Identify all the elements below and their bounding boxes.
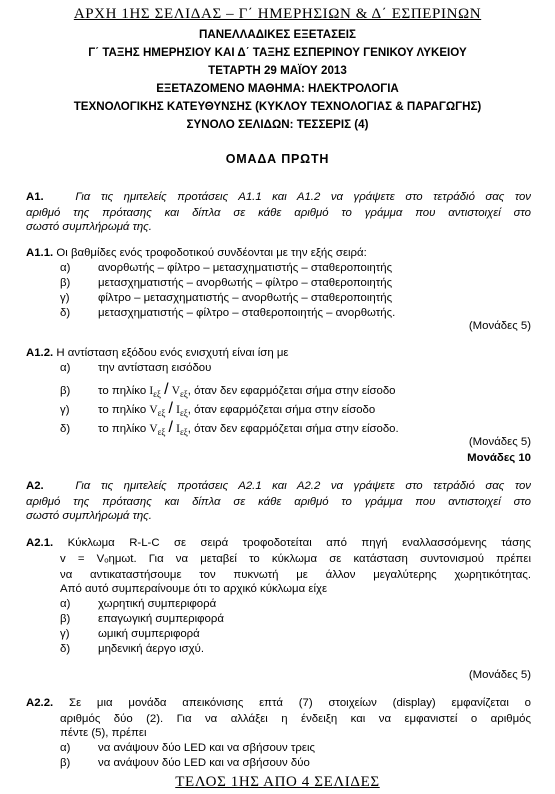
option-text: επαγωγική συμπεριφορά [98, 613, 224, 625]
a22-stem-text: Σε μια μονάδα απεικόνισης επτά (7) στοιχείων (display) εμφανίζεται ο [69, 697, 531, 709]
a12-option-a [60, 362, 211, 374]
a11-marks: (Μονάδες 5) [468, 320, 531, 332]
a12-stem [26, 347, 288, 359]
option-text: το πηλίκο [98, 404, 150, 416]
option-label: δ) [60, 423, 71, 435]
a1-instruction-line2: αριθμό της πρότασης και δίπλα σε κάθε αριθμό το γράμμα που αντιστοιχεί στο [26, 207, 531, 219]
a21-option-b [60, 613, 224, 625]
a22-stem-line1 [26, 695, 531, 711]
a21-stem-text: Κύκλωμα R-L-C σε σειρά τροφοδοτείται από πηγή εναλλασσόμενης τάσης [67, 537, 531, 549]
option-label: β) [60, 613, 71, 625]
a2-instruction-text: Για τις ημιτελείς προτάσεις Α2.1 και Α2.2 να γράψετε στο τετράδιό σας τον [75, 480, 531, 492]
option-text: χωρητική συμπεριφορά [98, 598, 217, 610]
option-text: το πηλίκο [98, 385, 150, 397]
a21-stem-line3: να αντικαταστήσουμε τον πυκνωτή με άλλον μεγαλύτερης χωρητικότητας. [60, 569, 531, 581]
a21-stem-line1 [26, 535, 531, 551]
option-text-tail: , όταν δεν εφαρμόζεται σήμα στην είσοδο [187, 385, 396, 397]
a1-number: Α1. [26, 191, 44, 203]
a2-instruction-line1 [26, 478, 531, 494]
option-text-tail: , όταν δεν εφαρμόζεται σήμα στην είσοδο. [187, 423, 399, 435]
a1-total-marks: Μονάδες 10 [467, 452, 531, 464]
ratio-denominator: $V_{\varepsilon\xi}$ [171, 385, 188, 399]
a12-number: Α1.2. [26, 347, 54, 359]
a11-option-c [60, 292, 392, 304]
option-label: δ) [60, 307, 71, 319]
page-count: ΣΥΝΟΛΟ ΣΕΛΙΔΩΝ: ΤΕΣΣΕΡΙΣ (4) [186, 118, 369, 131]
a11-option-d [60, 307, 395, 319]
a21-number: Α2.1. [26, 537, 54, 549]
ratio-denominator: $I_{\varepsilon\xi}$ [176, 404, 188, 418]
ratio-numerator: $V_{\varepsilon\xi}$ [149, 423, 166, 437]
option-text: μηδενική άεργο ισχύ. [98, 643, 205, 655]
a11-option-b [60, 277, 392, 289]
a1-instruction-line1 [26, 189, 531, 205]
a21-option-d [60, 643, 204, 655]
option-label: α) [60, 362, 71, 374]
page-footer: ΤΕΛΟΣ 1ΗΣ ΑΠΟ 4 ΣΕΛΙΔΕΣ [175, 774, 380, 790]
option-text: την αντίσταση εισόδου [98, 362, 212, 374]
a22-option-a [60, 742, 315, 754]
a2-instruction-line3: σωστό συμπλήρωμά της. [26, 510, 152, 522]
a21-option-c [60, 628, 200, 640]
option-label: α) [60, 262, 71, 274]
a21-stem-line2: v = Vₒημωt. Για να μεταβεί το κύκλωμα σε κατάσταση συντονισμού πρέπει [60, 553, 531, 565]
group-title: ΟΜΑΔΑ ΠΡΩΤΗ [225, 152, 330, 166]
exam-class: Γ΄ ΤΑΞΗΣ ΗΜΕΡΗΣΙΟΥ ΚΑΙ Δ΄ ΤΑΞΗΣ ΕΣΠΕΡΙΝΟΥ ΓΕΝΙΚΟΥ ΛΥΚΕΙΟΥ [88, 46, 467, 59]
ratio-numerator: $I_{\varepsilon\xi}$ [149, 385, 161, 399]
a1-instruction-line3: σωστό συμπλήρωμά της. [26, 221, 152, 233]
ratio-numerator: $V_{\varepsilon\xi}$ [149, 404, 166, 418]
a2-number: Α2. [26, 480, 44, 492]
option-label: γ) [60, 292, 70, 304]
a12-stem-text: Η αντίσταση εξόδου ενός ενισχυτή είναι ίση με [56, 347, 289, 359]
option-text: μετασχηματιστής – ανορθωτής – φίλτρο – σταθεροποιητής [98, 277, 393, 289]
a11-stem-text: Οι βαθμίδες ενός τροφοδοτικού συνδέονται με την εξής σειρά: [56, 247, 367, 259]
a12-option-c: γ) το πηλίκο $V_{\varepsilon\xi} / I_{\varepsilon\xi}$, όταν εφαρμόζεται σήμα στην είσοδο [60, 400, 376, 418]
a22-stem-line2: αριθμός δύο (2). Για να αλλάξει η ένδειξη και να εμφανιστεί ο αριθμός [60, 713, 531, 725]
a21-option-a [60, 598, 216, 610]
exam-title: ΠΑΝΕΛΛΑΔΙΚΕΣ ΕΞΕΤΑΣΕΙΣ [199, 28, 356, 41]
option-label: δ) [60, 643, 71, 655]
option-label: α) [60, 742, 71, 754]
a2-instruction-line2: αριθμό της πρότασης και δίπλα σε κάθε αριθμό το γράμμα που αντιστοιχεί στο [26, 496, 531, 508]
option-text: μετασχηματιστής – φίλτρο – σταθεροποιητής – ανορθωτής. [98, 307, 396, 319]
option-text: να ανάψουν δύο LED και να σβήσουν δύο [98, 757, 310, 769]
a21-stem-line4: Από αυτό συμπεραίνουμε ότι το αρχικό κύκλωμα είχε [60, 583, 328, 595]
option-label: β) [60, 385, 71, 397]
option-label: γ) [60, 628, 70, 640]
a12-option-b: β) το πηλίκο $I_{\varepsilon\xi} / V_{\varepsilon\xi}$, όταν δεν εφαρμόζεται σήμα στην είσοδο [60, 381, 396, 399]
a1-instruction-text: Για τις ημιτελείς προτάσεις Α1.1 και Α1.2 να γράψετε στο τετράδιό σας τον [75, 191, 531, 203]
option-text-tail: , όταν εφαρμόζεται σήμα στην είσοδο [187, 404, 376, 416]
option-text: το πηλίκο [98, 423, 150, 435]
exam-subject: ΕΞΕΤΑΖΟΜΕΝΟ ΜΑΘΗΜΑ: ΗΛΕΚΤΡΟΛΟΓΙΑ [156, 82, 399, 95]
a11-number: Α1.1. [26, 247, 54, 259]
a21-marks: (Μονάδες 5) [468, 669, 531, 681]
exam-direction: ΤΕΧΝΟΛΟΓΙΚΗΣ ΚΑΤΕΥΘΥΝΣΗΣ (ΚΥΚΛΟΥ ΤΕΧΝΟΛΟΓΙΑΣ & ΠΑΡΑΓΩΓΗΣ) [73, 100, 482, 113]
a11-stem [26, 247, 367, 259]
page-header-top: ΑΡΧΗ 1ΗΣ ΣΕΛΙΔΑΣ – Γ΄ ΗΜΕΡΗΣΙΩΝ & Δ΄ ΕΣΠΕΡΙΝΩΝ [73, 6, 482, 22]
option-text: ανορθωτής – φίλτρο – μετασχηματιστής – σταθεροποιητής [98, 262, 393, 274]
a22-option-b [60, 757, 310, 769]
option-label: α) [60, 598, 71, 610]
a12-marks: (Μονάδες 5) [468, 436, 531, 448]
a11-option-a [60, 262, 392, 274]
ratio-denominator: $I_{\varepsilon\xi}$ [176, 423, 188, 437]
a12-option-d: δ) το πηλίκο $V_{\varepsilon\xi} / I_{\varepsilon\xi}$, όταν δεν εφαρμόζεται σήμα στην είσοδο. [60, 419, 399, 437]
exam-date: ΤΕΤΑΡΤΗ 29 ΜΑΪΟΥ 2013 [208, 64, 347, 77]
a22-number: Α2.2. [26, 697, 54, 709]
option-text: φίλτρο – μετασχηματιστής – ανορθωτής – σταθεροποιητής [98, 292, 393, 304]
option-text: να ανάψουν δύο LED και να σβήσουν τρεις [98, 742, 315, 754]
option-label: γ) [60, 404, 70, 416]
option-label: β) [60, 277, 71, 289]
option-text: ωμική συμπεριφορά [98, 628, 200, 640]
a22-stem-line3: πέντε (5), πρέπει [60, 727, 147, 739]
option-label: β) [60, 757, 71, 769]
